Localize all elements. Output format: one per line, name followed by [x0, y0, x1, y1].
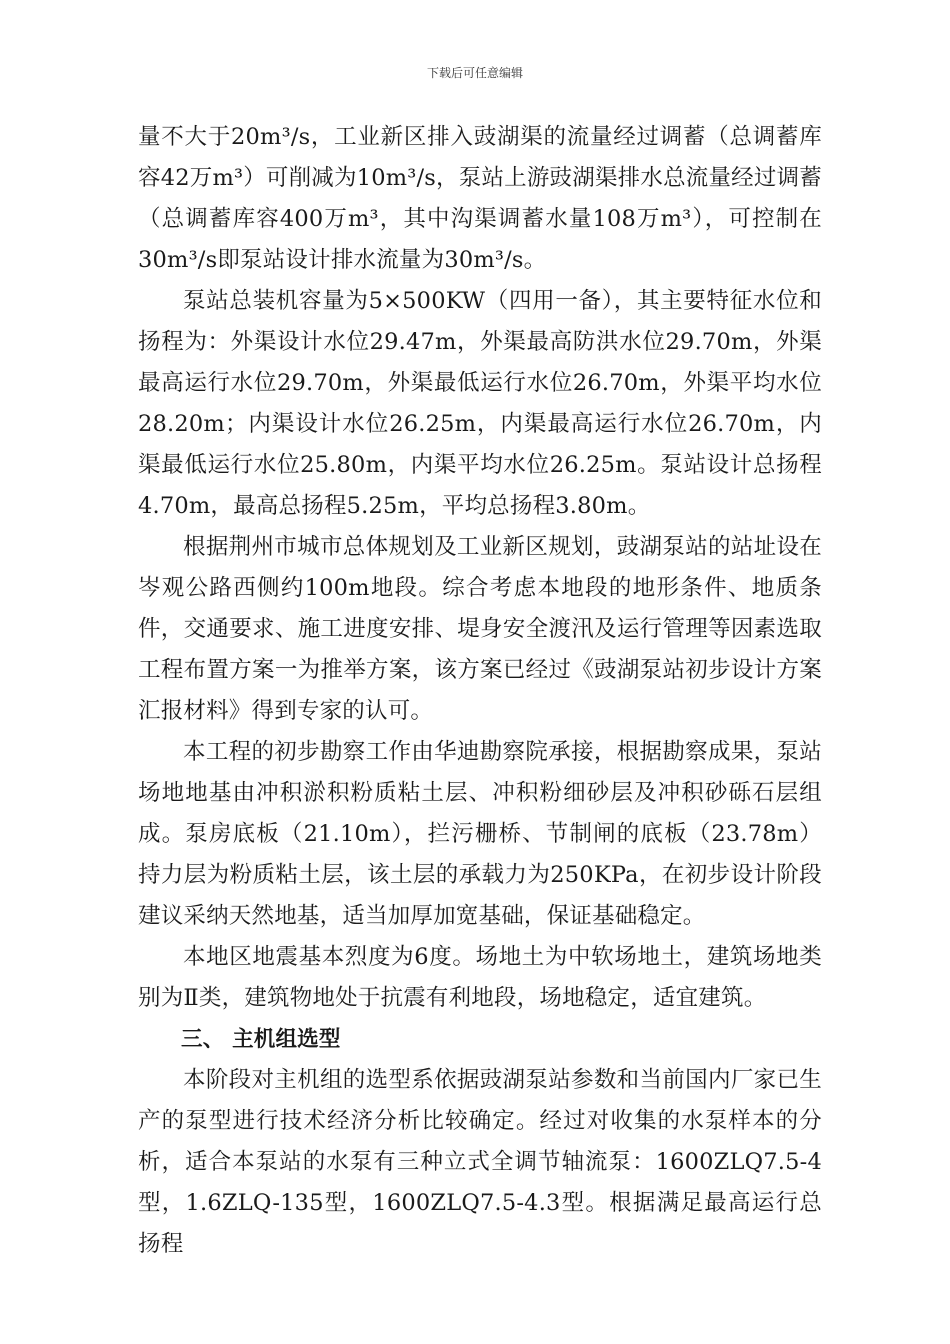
document-body	[138, 117, 822, 1265]
paragraph-seismic: 本地区地震基本烈度为6度。场地土为中软场地土，建筑场地类别为Ⅱ类，建筑物地处于抗震有利地段，场地稳定，适宜建筑。	[138, 944, 822, 1011]
paragraph-site-selection: 根据荆州市城市总体规划及工业新区规划，豉湖泵站的站址设在岑观公路西侧约100m地段。综合考虑本地段的地形条件、地质条件，交通要求、施工进度安排、堤身安全渡汛及运行管理等因素选取工程布置方案一为推举方案，该方案已经过《豉湖泵站初步设计方案汇报材料》得到专家的认可。	[138, 534, 822, 724]
paragraph-geological-survey: 本工程的初步勘察工作由华迪勘察院承接，根据勘察成果，泵站场地地基由冲积淤积粉质粘土层、冲积粉细砂层及冲积砂砾石层组成。泵房底板（21.10m），拦污栅桥、节制闸的底板（23.78m）持力层为粉质粘土层，该土层的承载力为250KPa，在初步设计阶段建议采纳天然地基，适当加厚加宽基础，保证基础稳定。	[138, 739, 822, 929]
paragraph-installed-capacity: 泵站总装机容量为5×500KW（四用一备），其主要特征水位和扬程为：外渠设计水位29.47m，外渠最高防洪水位29.70m，外渠最高运行水位29.70m，外渠最低运行水位26.70m，外渠平均水位28.20m；内渠设计水位26.25m，内渠最高运行水位26.70m，内渠最低运行水位25.80m，内渠平均水位26.25m。泵站设计总扬程4.70m，最高总扬程5.25m，平均总扬程3.80m。	[138, 288, 822, 519]
section-heading-main-unit-selection: 三、 主机组选型	[181, 1027, 341, 1052]
paragraph-flow-rate: 量不大于20m³/s，工业新区排入豉湖渠的流量经过调蓄（总调蓄库容42万m³）可削减为10m³/s，泵站上游豉湖渠排水总流量经过调蓄（总调蓄库容400万m³，其中沟渠调蓄水量108万m³），可控制在30m³/s即泵站设计排水流量为30m³/s。	[138, 124, 822, 273]
page-header: 下载后可任意编辑	[426, 66, 523, 80]
paragraph-unit-selection: 本阶段对主机组的选型系依据豉湖泵站参数和当前国内厂家已生产的泵型进行技术经济分析比较确定。经过对收集的水泵样本的分析，适合本泵站的水泵有三种立式全调节轴流泵：1600ZLQ7.5-4型，1.6ZLQ-135型，1600ZLQ7.5-4.3型。根据满足最高运行总扬程	[138, 1067, 822, 1257]
